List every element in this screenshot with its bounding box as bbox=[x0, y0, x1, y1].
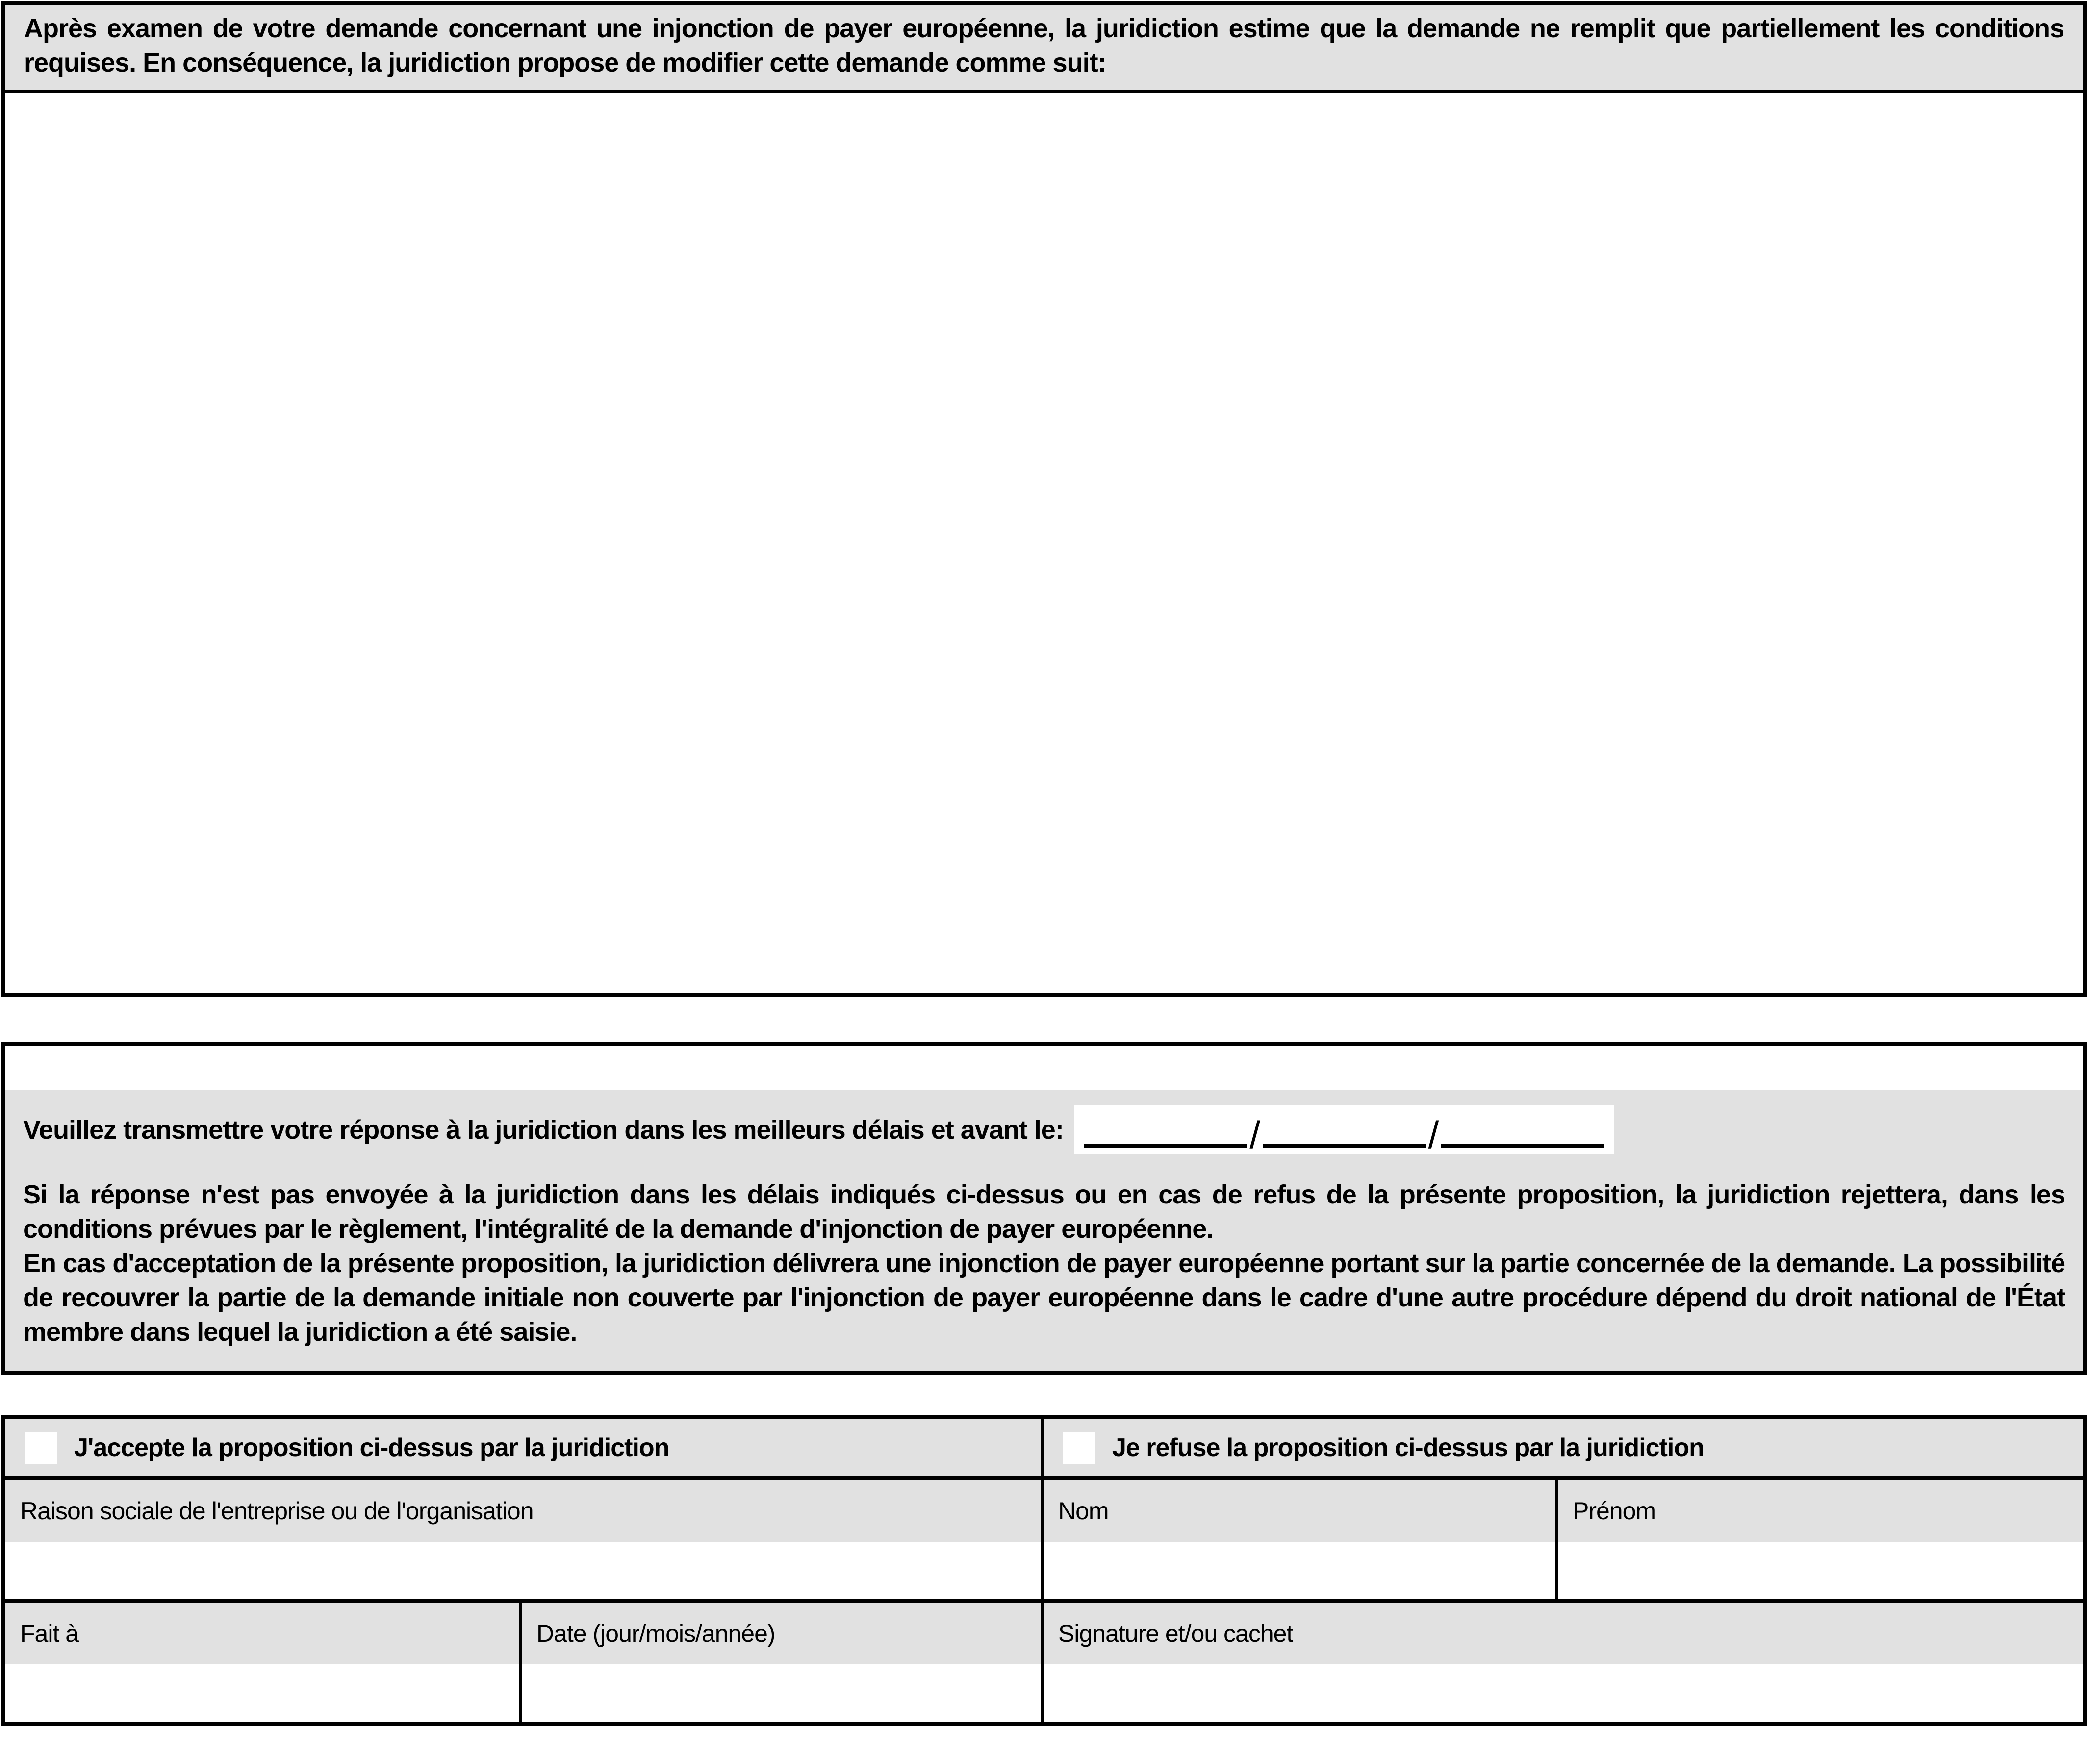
company-input[interactable] bbox=[5, 1542, 1041, 1599]
last-name-cell bbox=[1044, 1480, 1558, 1603]
date-separator: / bbox=[1249, 1113, 1260, 1156]
place-input[interactable] bbox=[5, 1664, 519, 1722]
accept-checkbox[interactable] bbox=[25, 1432, 57, 1464]
signature-cell bbox=[1044, 1603, 2083, 1722]
last-name-input[interactable] bbox=[1044, 1542, 1555, 1599]
place-label: Fait à bbox=[5, 1603, 519, 1664]
first-name-input[interactable] bbox=[1558, 1542, 2083, 1599]
response-section-body bbox=[5, 1090, 2083, 1371]
first-name-label: Prénom bbox=[1558, 1480, 2083, 1542]
date-month-line[interactable] bbox=[1263, 1144, 1426, 1148]
date-label: Date (jour/mois/année) bbox=[522, 1603, 1041, 1664]
accept-cell bbox=[5, 1419, 1044, 1480]
place-cell bbox=[5, 1603, 522, 1722]
refuse-label: Je refuse la proposition ci-dessus par la juridiction bbox=[1112, 1433, 1704, 1462]
proposal-modification-area[interactable] bbox=[5, 93, 2083, 993]
date-day-line[interactable] bbox=[1084, 1144, 1247, 1148]
date-input[interactable] bbox=[522, 1664, 1041, 1722]
date-cell bbox=[522, 1603, 1044, 1722]
decision-table bbox=[1, 1415, 2087, 1726]
proposal-header: Après examen de votre demande concernant une injonction de payer européenne, la juridiction estime que la demande ne remplit que partiellement les conditions requises. En conséquence, la juridiction propose de modifier cette demande comme suit: bbox=[5, 5, 2083, 93]
refuse-cell bbox=[1044, 1419, 2083, 1480]
deadline-row bbox=[23, 1105, 2065, 1154]
signature-input[interactable] bbox=[1044, 1664, 2083, 1722]
acceptance-consequences-paragraph: En cas d'acceptation de la présente proposition, la juridiction délivrera une injonction de payer européenne portant sur la partie concernée de la demande. La possibilité de recouvrer la partie de la demande initiale non couverte par l'injonction de payer européenne dans le cadre d'une autre procédure dépend du droit national de l'État membre dans lequel la juridiction a été saisie. bbox=[23, 1249, 2065, 1347]
signature-label: Signature et/ou cachet bbox=[1044, 1603, 2083, 1664]
company-label: Raison sociale de l'entreprise ou de l'organisation bbox=[5, 1480, 1041, 1542]
deadline-label: Veuillez transmettre votre réponse à la juridiction dans les meilleurs délais et avant le: bbox=[23, 1115, 1064, 1145]
first-name-cell bbox=[1558, 1480, 2083, 1603]
company-cell bbox=[5, 1480, 1044, 1603]
date-separator: / bbox=[1428, 1113, 1439, 1156]
refusal-consequences-paragraph: Si la réponse n'est pas envoyée à la juridiction dans les délais indiqués ci-dessus ou en cas de refus de la présente proposition, la juridiction rejettera, dans les conditions prévues par le règlement, l'intégralité de la demande d'injonction de payer européenne. bbox=[23, 1180, 2065, 1244]
last-name-label: Nom bbox=[1044, 1480, 1555, 1542]
deadline-date-field[interactable] bbox=[1074, 1105, 1614, 1154]
accept-label: J'accepte la proposition ci-dessus par la juridiction bbox=[74, 1433, 669, 1462]
proposal-section bbox=[1, 1, 2087, 997]
response-section-padding bbox=[5, 1046, 2083, 1090]
response-section bbox=[1, 1042, 2087, 1375]
refuse-checkbox[interactable] bbox=[1063, 1432, 1095, 1464]
date-year-line[interactable] bbox=[1441, 1144, 1604, 1148]
